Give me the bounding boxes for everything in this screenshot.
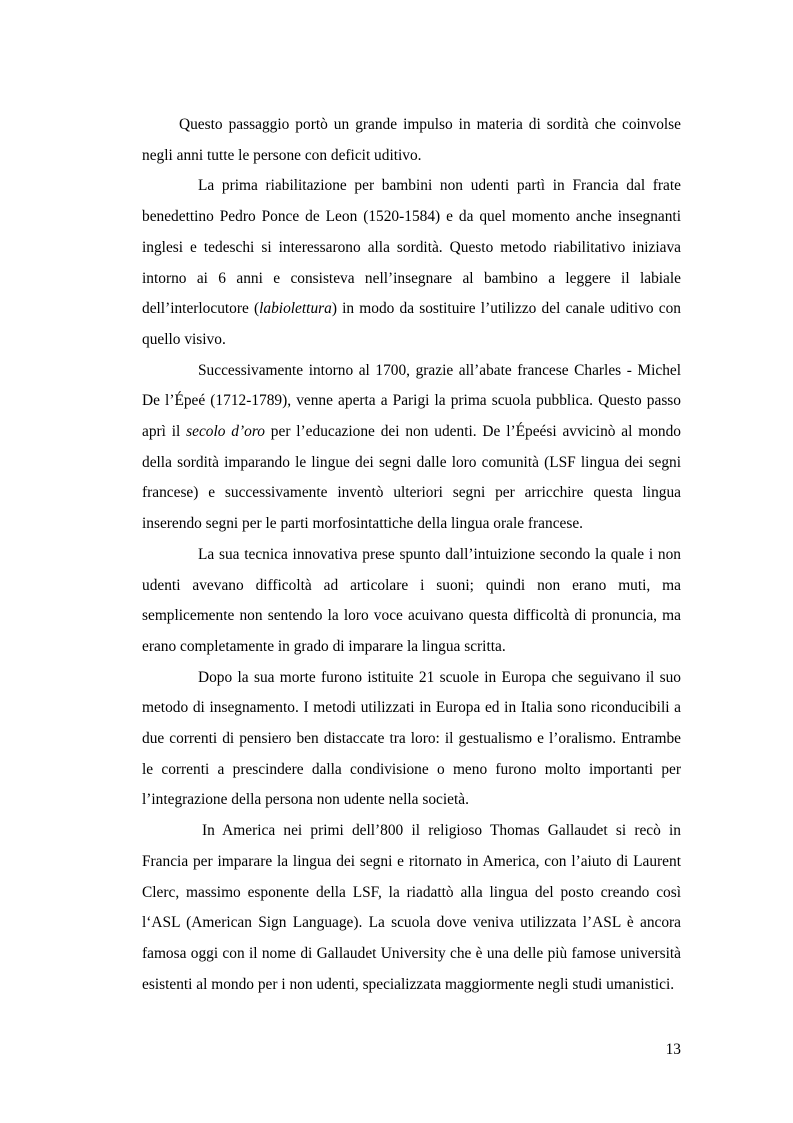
paragraph-4-text: La sua tecnica innovativa prese spunto dall’intuizione secondo la quale i non udenti avevano difficoltà ad articolare i suoni; quindi non erano muti, ma semplicemente non sentendo la loro voce acuivano questa difficoltà di pronuncia, ma erano completamente in grado di imparare la lingua scritta. [142,545,681,655]
page-number: 13 [665,1041,681,1058]
paragraph-2-text-a: La prima riabilitazione per bambini non udenti partì in Francia dal frate benedettino Pedro Ponce de Leon (1520-1584) e da quel momento anche insegnanti inglesi e tedeschi si interessarono alla sordità. Questo metodo riabilitativo iniziava intorno ai 6 anni e consisteva nell’insegnare al bambino a leggere il labiale dell’interlocutore ( [142,177,681,318]
paragraph-2 [142,171,681,355]
paragraph-4 [142,540,681,663]
paragraph-2-italic-term: labiolettura [259,300,332,318]
paragraph-5-text: Dopo la sua morte furono istituite 21 scuole in Europa che seguivano il suo metodo di insegnamento. I metodi utilizzati in Europa ed in Italia sono riconducibili a due correnti di pensiero ben distaccate tra loro: il gestualismo e l’oralismo. Entrambe le correnti a prescindere dalla condivisione o meno furono molto importanti per l’integrazione della persona non udente nella società. [142,668,681,809]
paragraph-5 [142,663,681,817]
paragraph-3-text-a: Successivamente intorno al 1700, grazie all’abate francese Charles - Michel De l’Épeé (1712-1789), venne aperta a Parigi la prima scuola pubblica. Questo passo aprì il [142,361,681,441]
paragraph-6 [142,816,681,1000]
paragraph-3-text-b: per l’educazione dei non udenti. De l’Épeési avvicinò al mondo della sordità imparando le lingue dei segni dalle loro comunità (LSF lingua dei segni francese) e successivamente inventò ulteriori segni per arricchire questa lingua inserendo segni per le parti morfosintattiche della lingua orale francese. [142,423,681,533]
paragraph-1-text: Questo passaggio portò un grande impulso in materia di sordità che coinvolse negli anni tutte le persone con deficit uditivo. [142,116,681,164]
page-body [142,110,681,1000]
paragraph-3 [142,356,681,540]
paragraph-2-text-b: ) in modo da sostituire l’utilizzo del canale uditivo con quello visivo. [142,300,681,348]
paragraph-3-italic-term: secolo d’oro [186,423,265,441]
paragraph-1 [142,110,681,171]
paragraph-6-text: In America nei primi dell’800 il religioso Thomas Gallaudet si recò in Francia per imparare la lingua dei segni e ritornato in America, con l’aiuto di Laurent Clerc, massimo esponente della LSF, la riadattò alla lingua del posto creando così l‘ASL (American Sign Language). La scuola dove veniva utilizzata l’ASL è ancora famosa oggi con il nome di Gallaudet University che è una delle più famose università esistenti al mondo per i non udenti, specializzata maggiormente negli studi umanistici. [142,822,681,993]
